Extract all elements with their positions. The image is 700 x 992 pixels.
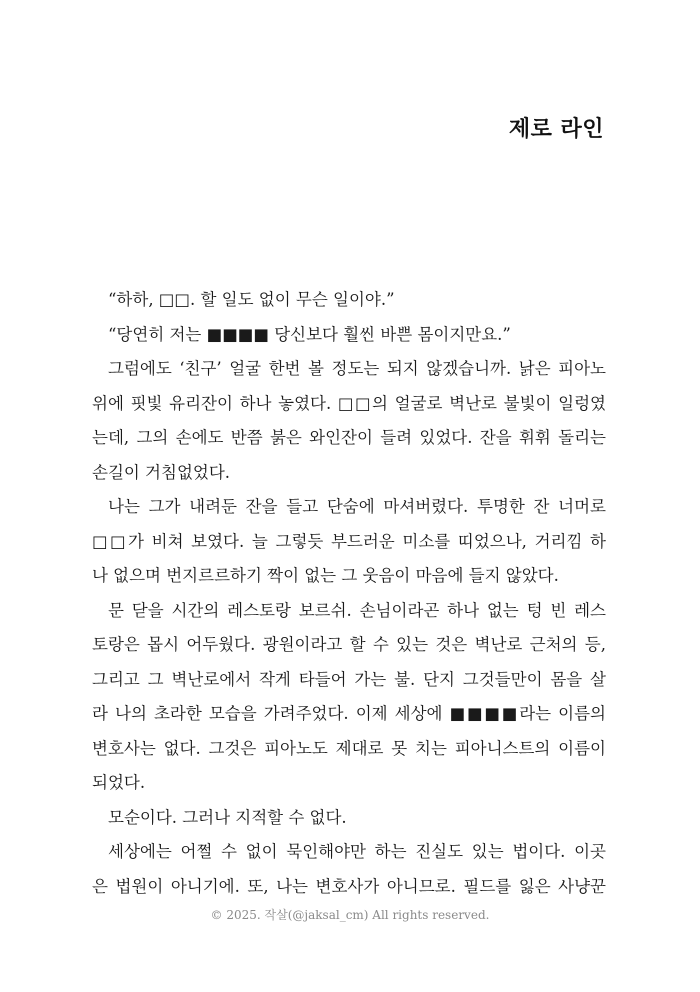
- text-line: 는데, 그의 손에도 반쯤 붉은 와인잔이 들려 있었다. 잔을 휘휘 돌리는: [92, 428, 606, 447]
- text-line: 은 법원이 아니기에. 또, 나는 변호사가 아니므로. 필드를 잃은 사냥꾼: [92, 876, 606, 896]
- text-line: 세상에는 어쩔 수 없이 묵인해야만 하는 진실도 있는 법이다. 이곳: [108, 842, 606, 861]
- text-line: 그리고 그 벽난로에서 작게 타들어 가는 불. 단지 그것들만이 몸을 살: [92, 669, 606, 689]
- text-line: 되었다.: [92, 773, 146, 792]
- text-line: “하하, □□. 할 일도 없이 무슨 일이야.”: [108, 290, 395, 309]
- text-line: □□가 비쳐 보였다. 늘 그렇듯 부드러운 미소를 띠었으나, 거리낌 하: [92, 531, 606, 551]
- text-line: 손길이 거침없었다.: [92, 462, 231, 482]
- text-line: 나는 그가 내려둔 잔을 들고 단숨에 마셔버렸다. 투명한 잔 너머로: [108, 497, 606, 516]
- body-text: [92, 283, 606, 904]
- copyright-footer: © 2025. 작살(@jaksal_cm) All rights reserved.: [210, 908, 490, 922]
- text-line: 위에 핏빛 유리잔이 하나 놓였다. □□의 얼굴로 벽난로 불빛이 일렁였: [92, 393, 606, 413]
- text-line: 나 없으며 번지르르하기 짝이 없는 그 웃음이 마음에 들지 않았다.: [92, 566, 559, 585]
- text-line: 변호사는 없다. 그것은 피아노도 제대로 못 치는 피아니스트의 이름이: [92, 738, 606, 758]
- text-line: 모순이다. 그러나 지적할 수 없다.: [108, 807, 347, 827]
- text-line: “당연히 저는 ■■■■ 당신보다 훨씬 바쁜 몸이지만요.”: [108, 324, 511, 344]
- text-line: 라 나의 초라한 모습을 가려주었다. 이제 세상에 ■■■■라는 이름의: [92, 704, 606, 723]
- page-title: 제로 라인: [508, 117, 604, 142]
- text-line: 토랑은 몹시 어두웠다. 광원이라고 할 수 있는 것은 벽난로 근처의 등,: [92, 635, 606, 654]
- text-line: 그럼에도 ‘친구’ 얼굴 한번 볼 정도는 되지 않겠습니까. 낡은 피아노: [108, 359, 606, 378]
- text-line: 문 닫을 시간의 레스토랑 보르쉬. 손님이라곤 하나 없는 텅 빈 레스: [108, 600, 606, 620]
